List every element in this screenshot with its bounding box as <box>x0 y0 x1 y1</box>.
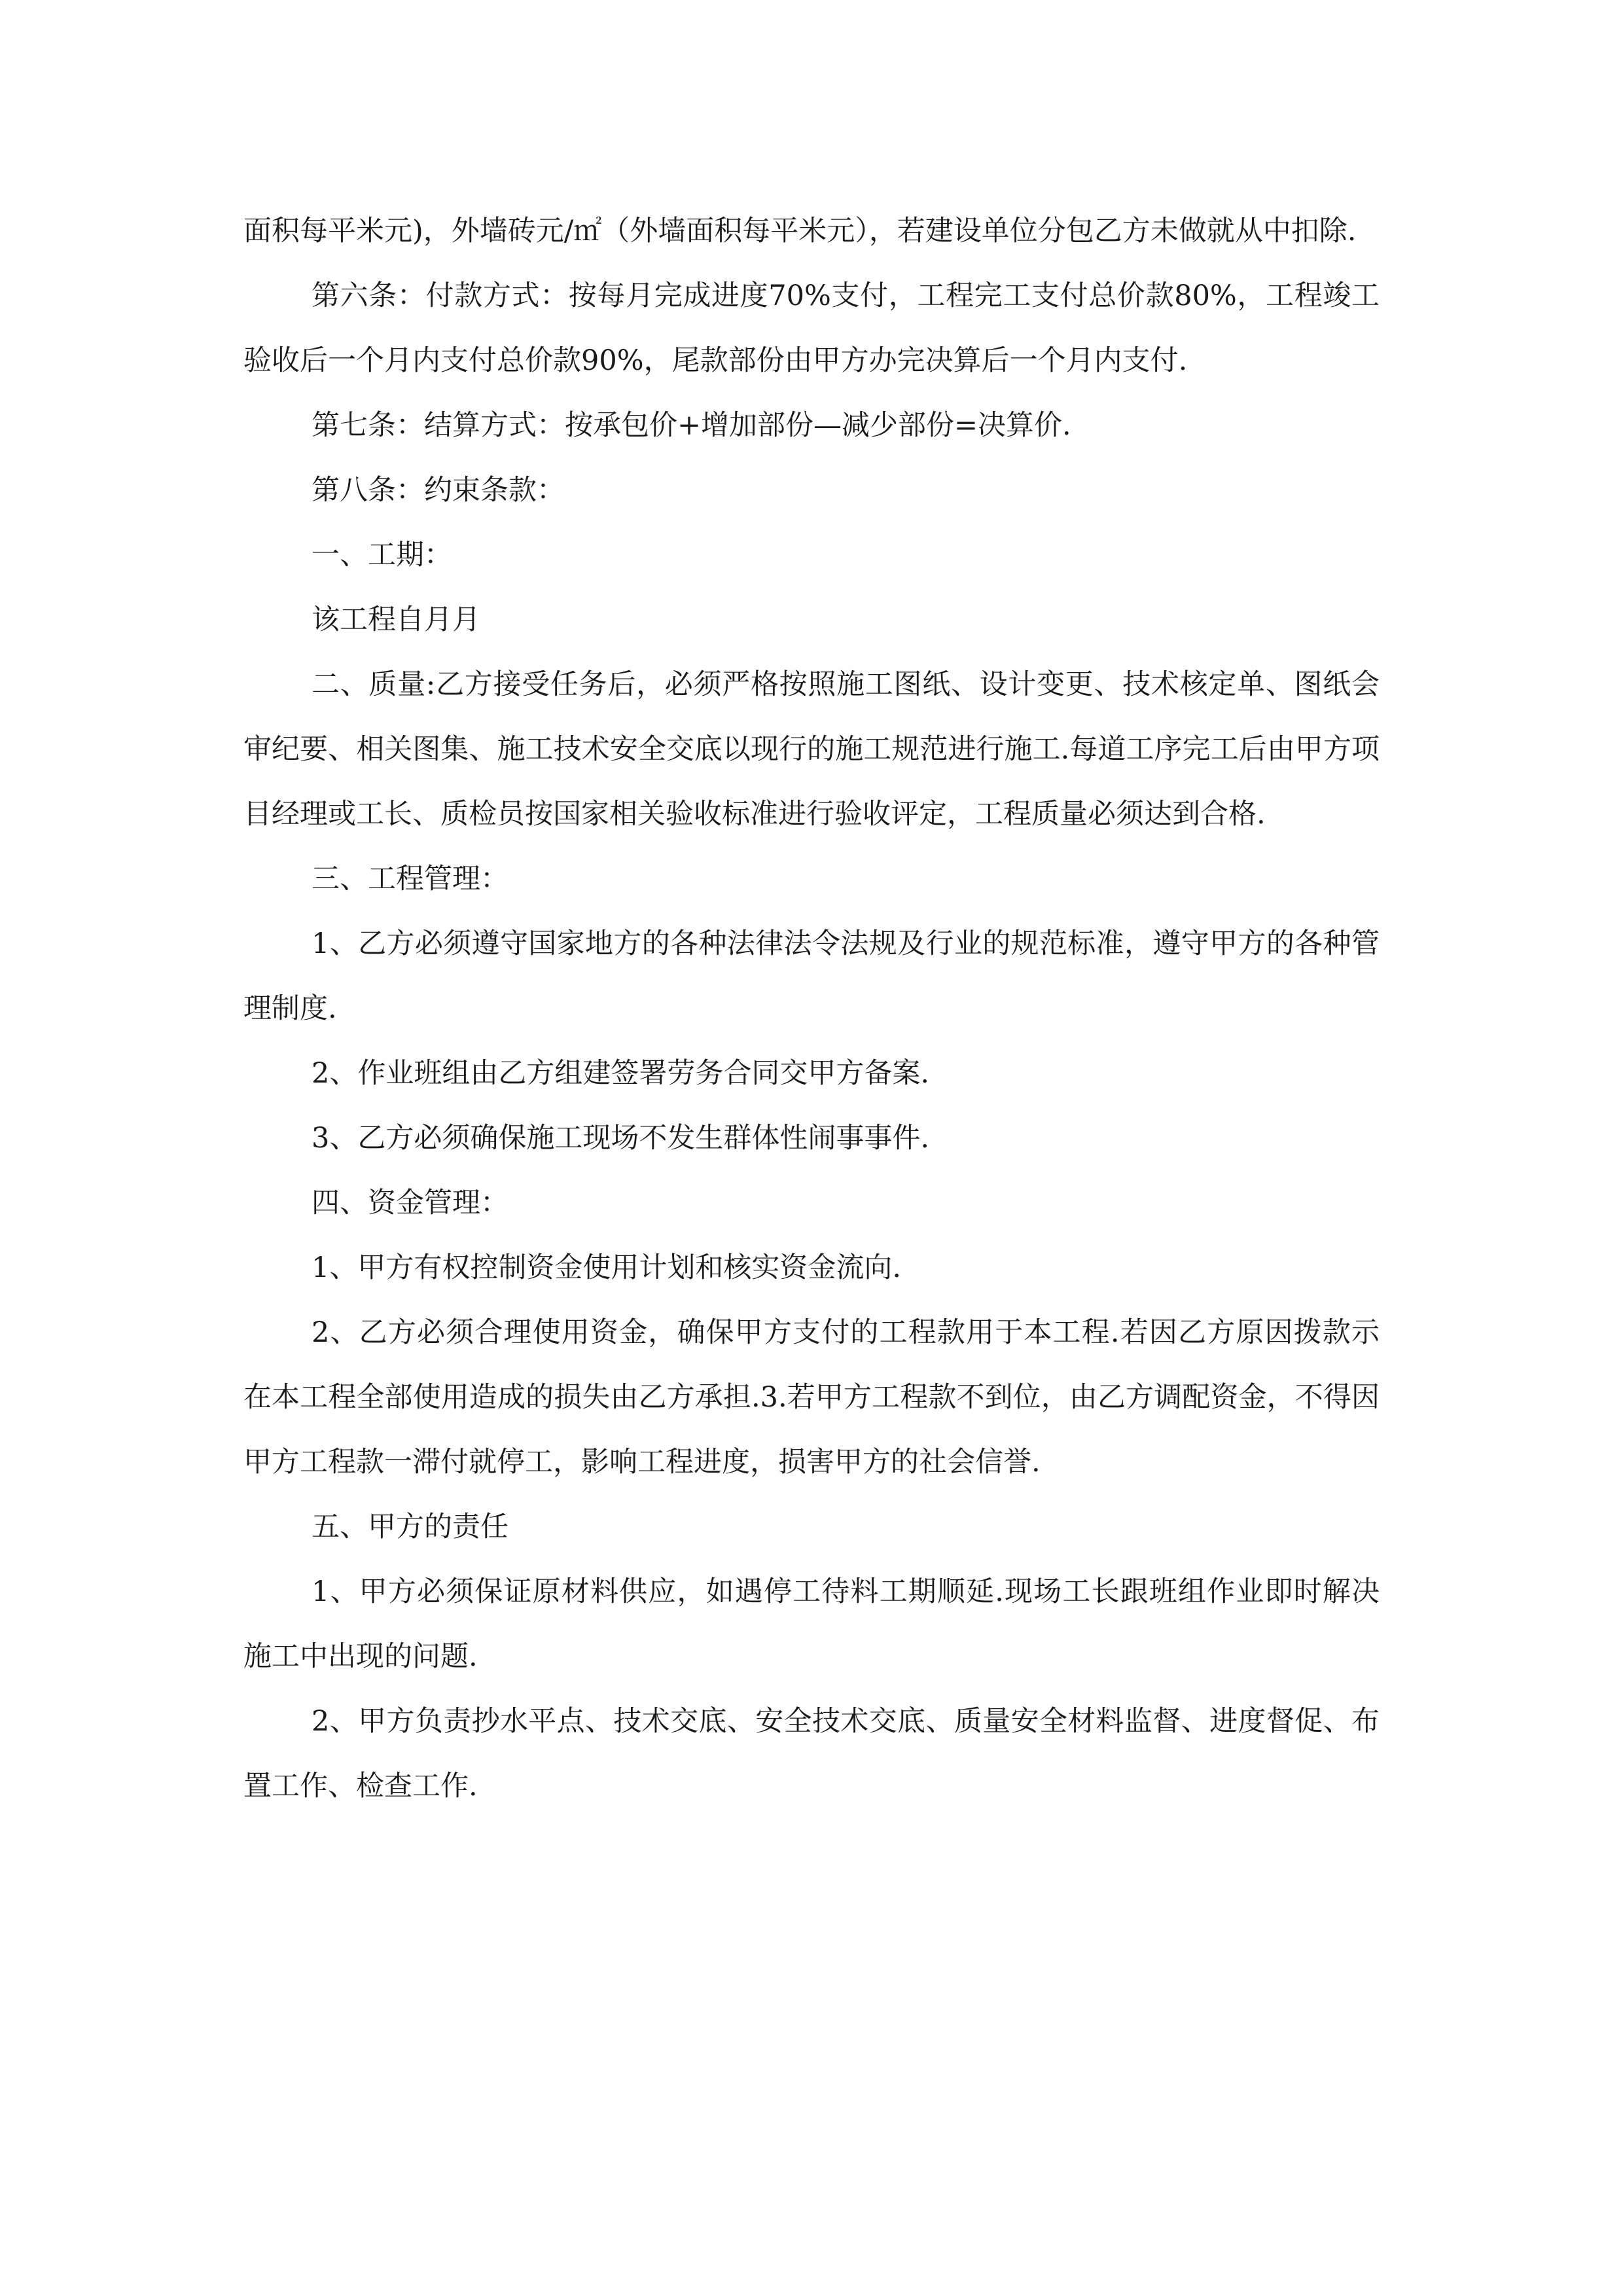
paragraph-management-item-3: 3、乙方必须确保施工现场不发生群体性闹事事件. <box>312 1122 930 1155</box>
paragraph-management-item-2: 2、作业班组由乙方组建签署劳务合同交甲方备案. <box>312 1057 930 1090</box>
paragraph-schedule-dates: 该工程自月月 <box>312 603 480 636</box>
paragraph-article-7-settlement: 第七条：结算方式：按承包价+增加部份—减少部份=决算价. <box>312 409 1071 442</box>
paragraph-section-5-party-a: 五、甲方的责任 <box>312 1511 508 1543</box>
paragraph-section-4-funds: 四、资金管理： <box>312 1187 508 1219</box>
paragraph-funds-item-2: 2、乙方必须合理使用资金，确保甲方支付的工程款用于本工程.若因乙方原因拨款示在本工程全部使用造成的损失由乙方承担.3.若甲方工程款不到位，由乙方调配资金，不得因甲方工程款一滞付就停工，影响工程进度，损害甲方的社会信誉. <box>243 1316 1380 1479</box>
paragraph-management-item-1: 1、乙方必须遵守国家地方的各种法律法令法规及行业的规范标准，遵守甲方的各种管理制度. <box>243 927 1380 1025</box>
paragraph-section-3-management: 三、工程管理： <box>312 863 508 895</box>
paragraph-article-8-heading: 第八条：约束条款： <box>312 474 565 507</box>
paragraph-section-2-quality: 二、质量:乙方接受任务后，必须严格按照施工图纸、设计变更、技术核定单、图纸会审纪要、相关图集、施工技术安全交底以现行的施工规范进行施工.每道工序完工后由甲方项目经理或工长、质检员按国家相关验收标准进行验收评定，工程质量必须达到合格. <box>243 668 1380 831</box>
paragraph-article-6-payment: 第六条：付款方式：按每月完成进度70%支付，工程完工支付总价款80%，工程竣工验收后一个月内支付总价款90%，尾款部份由甲方办完决算后一个月内支付. <box>243 279 1380 377</box>
document-body <box>243 199 1380 1819</box>
paragraph-funds-item-1: 1、甲方有权控制资金使用计划和核实资金流向. <box>312 1251 902 1284</box>
paragraph-section-1-schedule: 一、工期： <box>312 539 452 571</box>
paragraph-party-a-item-2: 2、甲方负责抄水平点、技术交底、安全技术交底、质量安全材料监督、进度督促、布置工作、检查工作. <box>243 1705 1380 1803</box>
paragraph-wall-tile-pricing: 面积每平米元)，外墙砖元/㎡（外墙面积每平米元），若建设单位分包乙方未做就从中扣除. <box>243 215 1357 247</box>
paragraph-party-a-item-1: 1、甲方必须保证原材料供应，如遇停工待料工期顺延.现场工长跟班组作业即时解决施工中出现的问题. <box>243 1575 1380 1673</box>
